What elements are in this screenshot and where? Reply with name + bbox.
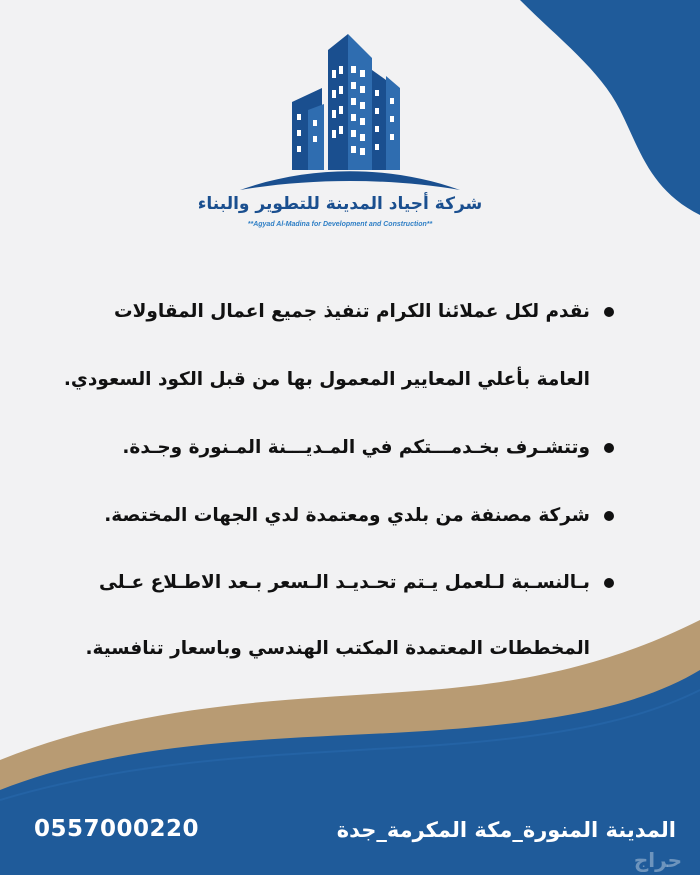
list-item [70,550,618,682]
bullet-icon [604,443,614,453]
list-item [63,278,618,414]
list-item [70,482,618,550]
bullet-icon [604,511,614,521]
list-item-line: المخططات المعتمدة المكتب الهندسي وباسعار تنافسية. [85,638,590,659]
watermark: حراج [633,848,682,872]
top-right-blue-shape [520,0,700,215]
footer-phone[interactable]: 0557000220 [34,816,200,842]
bullet-icon [604,307,614,317]
company-name-arabic: شركة أجياد المدينة للتطوير والبناء [197,194,483,214]
list-item-line: بـالنسـبة لـلعمل يـتم تحـديـد الـسعر بـعد الاطـلاع عـلى [98,572,590,593]
bullet-icon [604,578,614,588]
list-item-line: نقدم لكل عملائنا الكرام تنفيذ جميع اعمال المقاولات [114,301,590,322]
services-list [63,278,618,682]
company-name-english: **Agyad Al-Madina for Development and Construction** [247,221,433,228]
list-item-line: شركة مصنفة من بلدي ومعتمدة لدي الجهات المختصة. [104,505,590,526]
buildings-logo-icon [200,30,500,200]
footer-cities: المدينة المنورة_مكة المكرمة_جدة [336,818,676,842]
list-item-line: العامة بأعلي المعايير المعمول بها من قبل الكود السعودي. [63,369,590,390]
list-item [70,414,618,482]
list-item-line: وتتشـرف بخـدمـــتكم في المـديـــنة المـنورة وجـدة. [122,437,590,458]
